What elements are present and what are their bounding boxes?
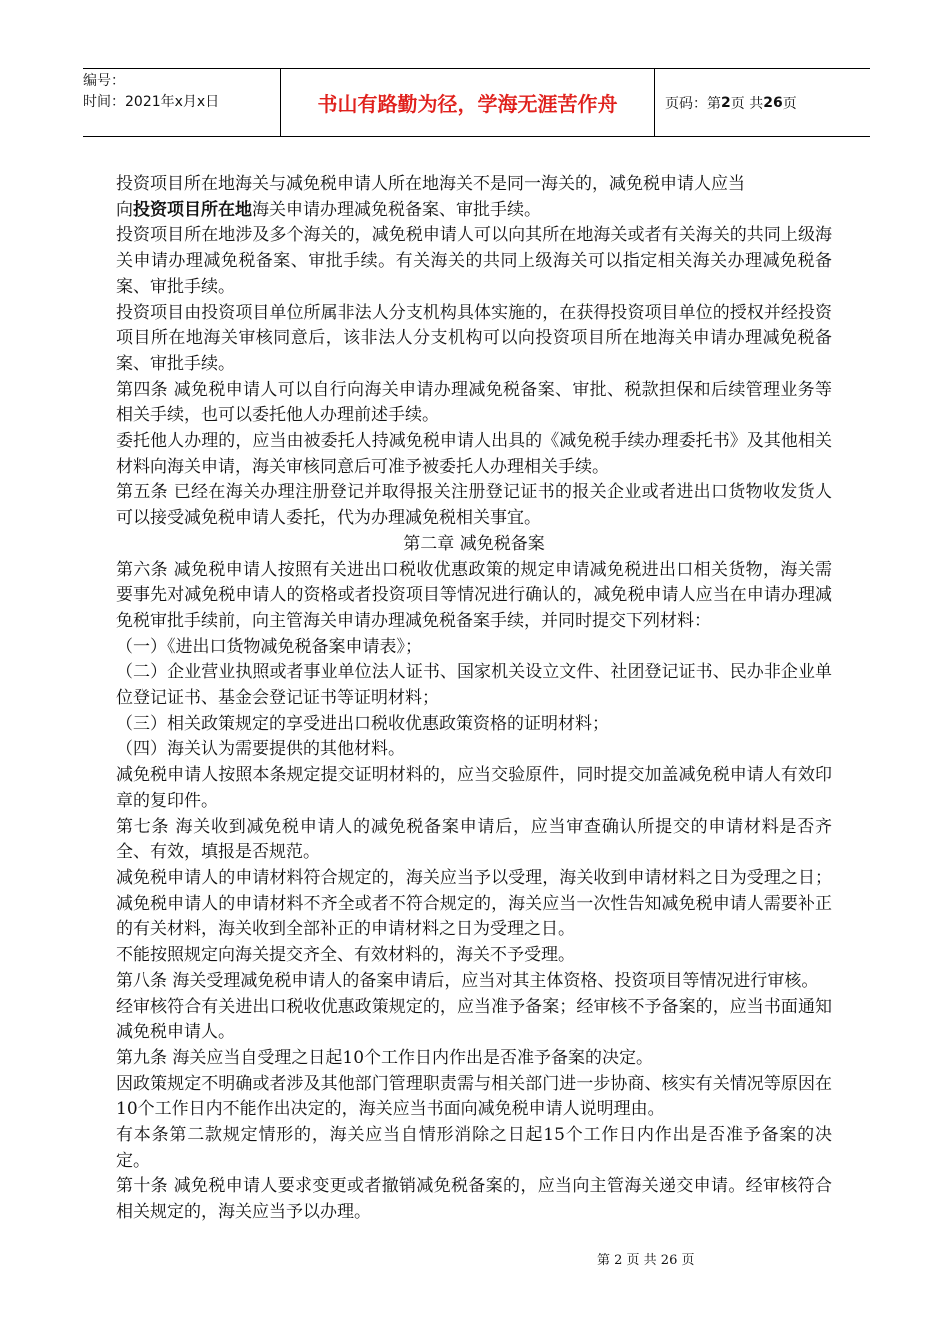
paragraph: 投资项目所在地涉及多个海关的，减免税申请人可以向其所在地海关或者有关海关的共同上级海关申请办理减免税备案、审批手续。有关海关的共同上级海关可以指定相关海关办理减免税备案、审批手续。 <box>116 225 832 297</box>
paragraph <box>116 198 832 224</box>
page-suffix: 页 <box>782 95 797 112</box>
header-meta <box>83 69 281 136</box>
page-header <box>83 68 870 137</box>
header-motto: 书山有路勤为径，学海无涯苦作舟 <box>281 69 655 136</box>
paragraph: 第五条 已经在海关办理注册登记并取得报关注册登记证书的报关企业或者进出口货物收发货人可以接受减免税申请人委托，代为办理减免税相关事宜。 <box>116 482 832 529</box>
header-page-info <box>655 69 870 136</box>
paragraph: 第十条 减免税申请人要求变更或者撤销减免税备案的，应当向主管海关递交申请。经审核符合相关规定的，海关应当予以办理。 <box>116 1176 832 1223</box>
paragraph: 投资项目由投资项目单位所属非法人分支机构具体实施的，在获得投资项目单位的授权并经投资项目所在地海关审核同意后，该非法人分支机构可以向投资项目所在地海关申请办理减免税备案、审批手续。 <box>116 302 832 374</box>
text-run: 海关申请办理减免税备案、审批手续。 <box>252 199 541 220</box>
list-item: （一）《进出口货物减免税备案申请表》； <box>116 636 422 657</box>
paragraph: 减免税申请人的申请材料符合规定的，海关应当予以受理，海关收到申请材料之日为受理之日；减免税申请人的申请材料不齐全或者不符合规定的，海关应当一次性告知减免税申请人需要补正的有关材料，海关收到全部补正的申请材料之日为受理之日。 <box>116 867 832 940</box>
paragraph: 第六条 减免税申请人按照有关进出口税收优惠政策的规定申请减免税进出口相关货物，海关需要事先对减免税申请人的资格或者投资项目等情况进行确认的，减免税申请人应当在申请办理减免税审批手续前，向主管海关申请办理减免税备案手续，并同时提交下列材料： <box>116 559 832 631</box>
paragraph: 委托他人办理的，应当由被委托人持减免税申请人出具的《减免税手续办理委托书》及其他相关材料向海关申请，海关审核同意后可准予被委托人办理相关手续。 <box>116 431 832 477</box>
page-number: 2 <box>721 94 731 111</box>
page-total: 26 <box>763 94 783 111</box>
list-item: （四）海关认为需要提供的其他材料。 <box>116 739 405 760</box>
document-body <box>116 172 832 1226</box>
paragraph: 第四条 减免税申请人可以自行向海关申请办理减免税备案、审批、税款担保和后续管理业务等相关手续，也可以委托他人办理前述手续。 <box>116 379 832 426</box>
paragraph: 因政策规定不明确或者涉及其他部门管理职责需与相关部门进一步协商、核实有关情况等原因在10个工作日内不能作出决定的，海关应当书面向减免税申请人说明理由。 <box>116 1073 832 1120</box>
paragraph: 第七条 海关收到减免税申请人的减免税备案申请后，应当审查确认所提交的申请材料是否齐全、有效，填报是否规范。 <box>116 816 832 863</box>
list-item: （二）企业营业执照或者事业单位法人证书、国家机关设立文件、社团登记证书、民办非企业单位登记证书、基金会登记证书等证明材料； <box>116 662 832 709</box>
paragraph: 第九条 海关应当自受理之日起10个工作日内作出是否准予备案的决定。 <box>116 1047 654 1068</box>
serial-label: 编号： <box>83 73 125 89</box>
list-item: （三）相关政策规定的享受进出口税收优惠政策资格的证明材料； <box>116 713 609 734</box>
paragraph: 减免税申请人按照本条规定提交证明材料的，应当交验原件，同时提交加盖减免税申请人有效印章的复印件。 <box>116 765 832 811</box>
paragraph: 不能按照规定向海关提交齐全、有效材料的，海关不予受理。 <box>116 945 575 966</box>
chapter-heading: 第二章 减免税备案 <box>403 533 545 554</box>
text-run: 向 <box>116 199 133 220</box>
paragraph: 经审核符合有关进出口税收优惠政策规定的，应当准予备案；经审核不予备案的，应当书面通知减免税申请人。 <box>116 996 832 1043</box>
date-label: 时间：2021年x月x日 <box>83 94 220 110</box>
paragraph: 第八条 海关受理减免税申请人的备案申请后，应当对其主体资格、投资项目等情况进行审核。 <box>116 970 819 991</box>
page-mid: 页 共 <box>730 95 764 112</box>
paragraph: 投资项目所在地海关与减免税申请人所在地海关不是同一海关的，减免税申请人应当 <box>116 174 745 194</box>
page-footer: 第 2 页 共 26 页 <box>597 1253 695 1268</box>
paragraph: 有本条第二款规定情形的，海关应当自情形消除之日起15个工作日内作出是否准予备案的决定。 <box>116 1125 832 1171</box>
bold-text: 投资项目所在地 <box>133 199 252 220</box>
page-prefix: 页码：第 <box>665 95 721 112</box>
